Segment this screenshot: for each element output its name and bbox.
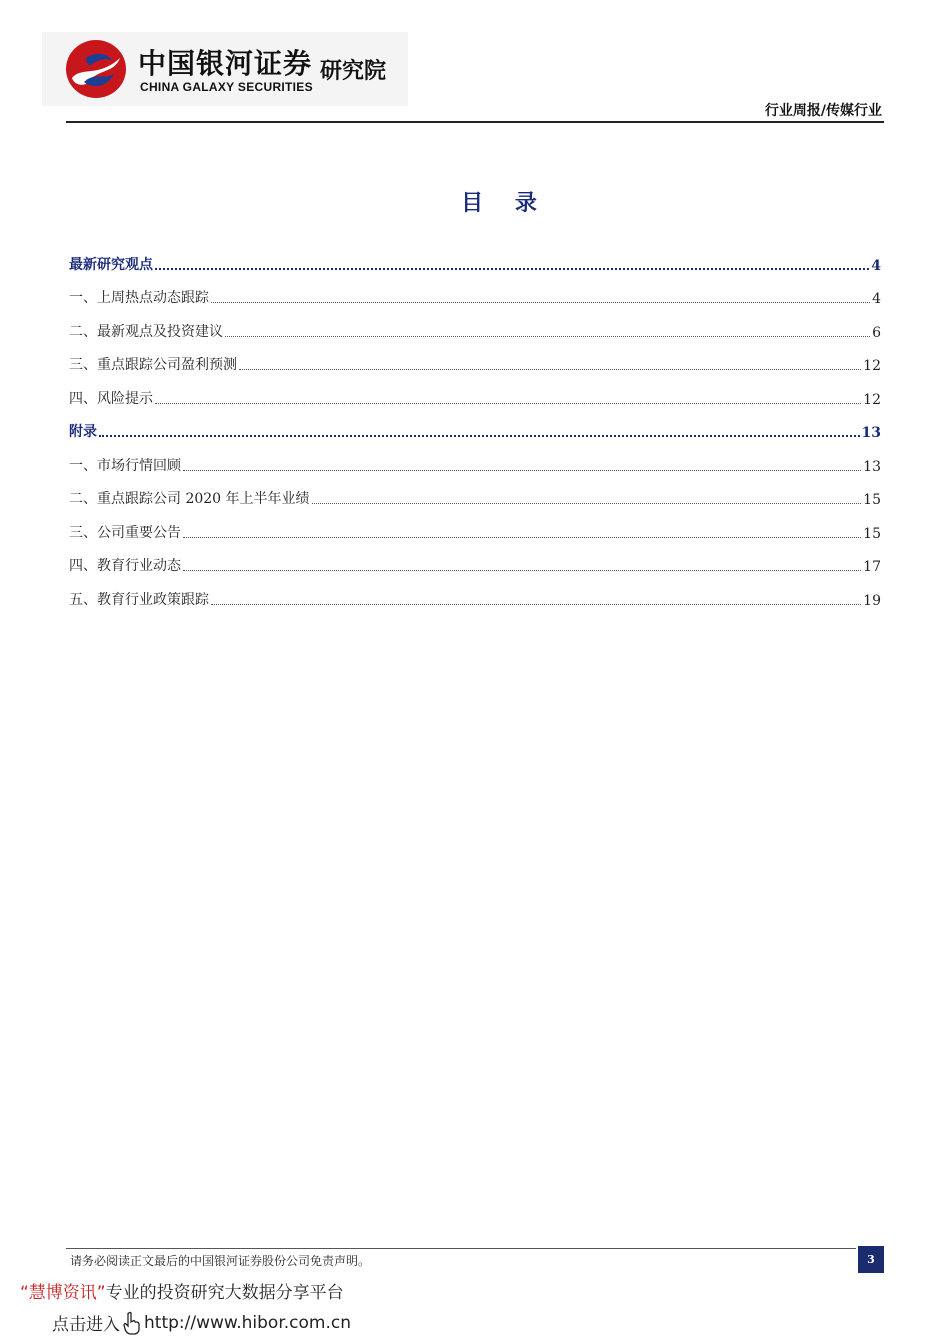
toc-entry[interactable] [69,408,881,442]
promo-link-row[interactable] [52,1310,351,1335]
page-number: 3 [858,1246,884,1273]
toc-entry-label: 三、重点跟踪公司盈利预测 [69,357,237,373]
toc-entry-page: 6 [872,324,881,341]
logo-english-name: CHINA GALAXY SECURITIES [140,80,313,94]
table-of-contents [69,240,881,609]
footer-divider [66,1248,856,1249]
toc-entry[interactable] [69,240,881,274]
toc-entry[interactable] [69,307,881,341]
promo-text: 专业的投资研究大数据分享平台 [105,1283,344,1303]
promo-enter-label: 点击进入 [52,1315,120,1335]
toc-entry-label: 四、教育行业动态 [69,558,181,574]
header-divider [66,121,884,123]
toc-entry-label: 附录 [69,424,97,440]
toc-entry[interactable] [69,441,881,475]
promo-url-link[interactable]: http://www.hibor.com.cn [144,1312,351,1333]
toc-entry-label: 五、教育行业政策跟踪 [69,591,209,608]
toc-entry-page: 17 [863,559,881,575]
promo-brand: “慧博资讯” [20,1283,106,1303]
toc-entry-page: 12 [863,358,881,374]
toc-leader [225,335,870,337]
toc-entry-page: 15 [863,492,881,508]
toc-entry-page: 12 [863,391,881,408]
galaxy-logo-icon [64,38,128,100]
toc-entry-page: 4 [871,257,881,274]
toc-leader [211,301,870,303]
toc-entry-label: 四、风险提示 [69,390,153,407]
toc-entry[interactable] [69,475,881,509]
toc-entry-page: 15 [863,525,881,542]
toc-entry-label: 三、公司重要公告 [69,524,181,541]
toc-leader [312,502,862,504]
pointer-hand-icon [122,1311,142,1335]
toc-entry-label: 最新研究观点 [69,256,153,273]
toc-entry-label: 一、市场行情回顾 [69,457,181,474]
toc-entry-label: 一、上周热点动态跟踪 [69,290,209,306]
toc-entry[interactable] [69,508,881,542]
toc-leader [211,603,861,605]
toc-entry-label: 二、重点跟踪公司 2020 年上半年业绩 [69,491,310,507]
toc-entry-page: 13 [863,458,881,475]
toc-leader [183,536,861,538]
logo-chinese-name: 中国银河证券 [138,47,313,80]
toc-leader [183,569,861,571]
toc-entry[interactable] [69,274,881,308]
toc-leader [183,469,861,471]
toc-entry-label: 二、最新观点及投资建议 [69,323,223,340]
toc-entry[interactable] [69,374,881,408]
toc-leader [155,402,861,404]
toc-entry-page: 13 [861,425,881,441]
toc-leader [239,368,861,370]
toc-entry[interactable] [69,575,881,609]
toc-entry[interactable] [69,542,881,576]
toc-leader [99,434,860,437]
toc-title: 目 录 [461,190,549,216]
logo-institute: 研究院 [320,59,387,84]
logo [42,32,408,106]
toc-leader [155,267,869,270]
toc-entry[interactable] [69,341,881,375]
disclaimer-note: 请务必阅读正文最后的中国银河证券股份公司免责声明。 [70,1254,371,1268]
promo-banner [20,1278,344,1303]
toc-entry-page: 4 [872,291,881,307]
report-category: 行业周报/传媒行业 [764,103,882,119]
toc-entry-page: 19 [863,592,881,609]
